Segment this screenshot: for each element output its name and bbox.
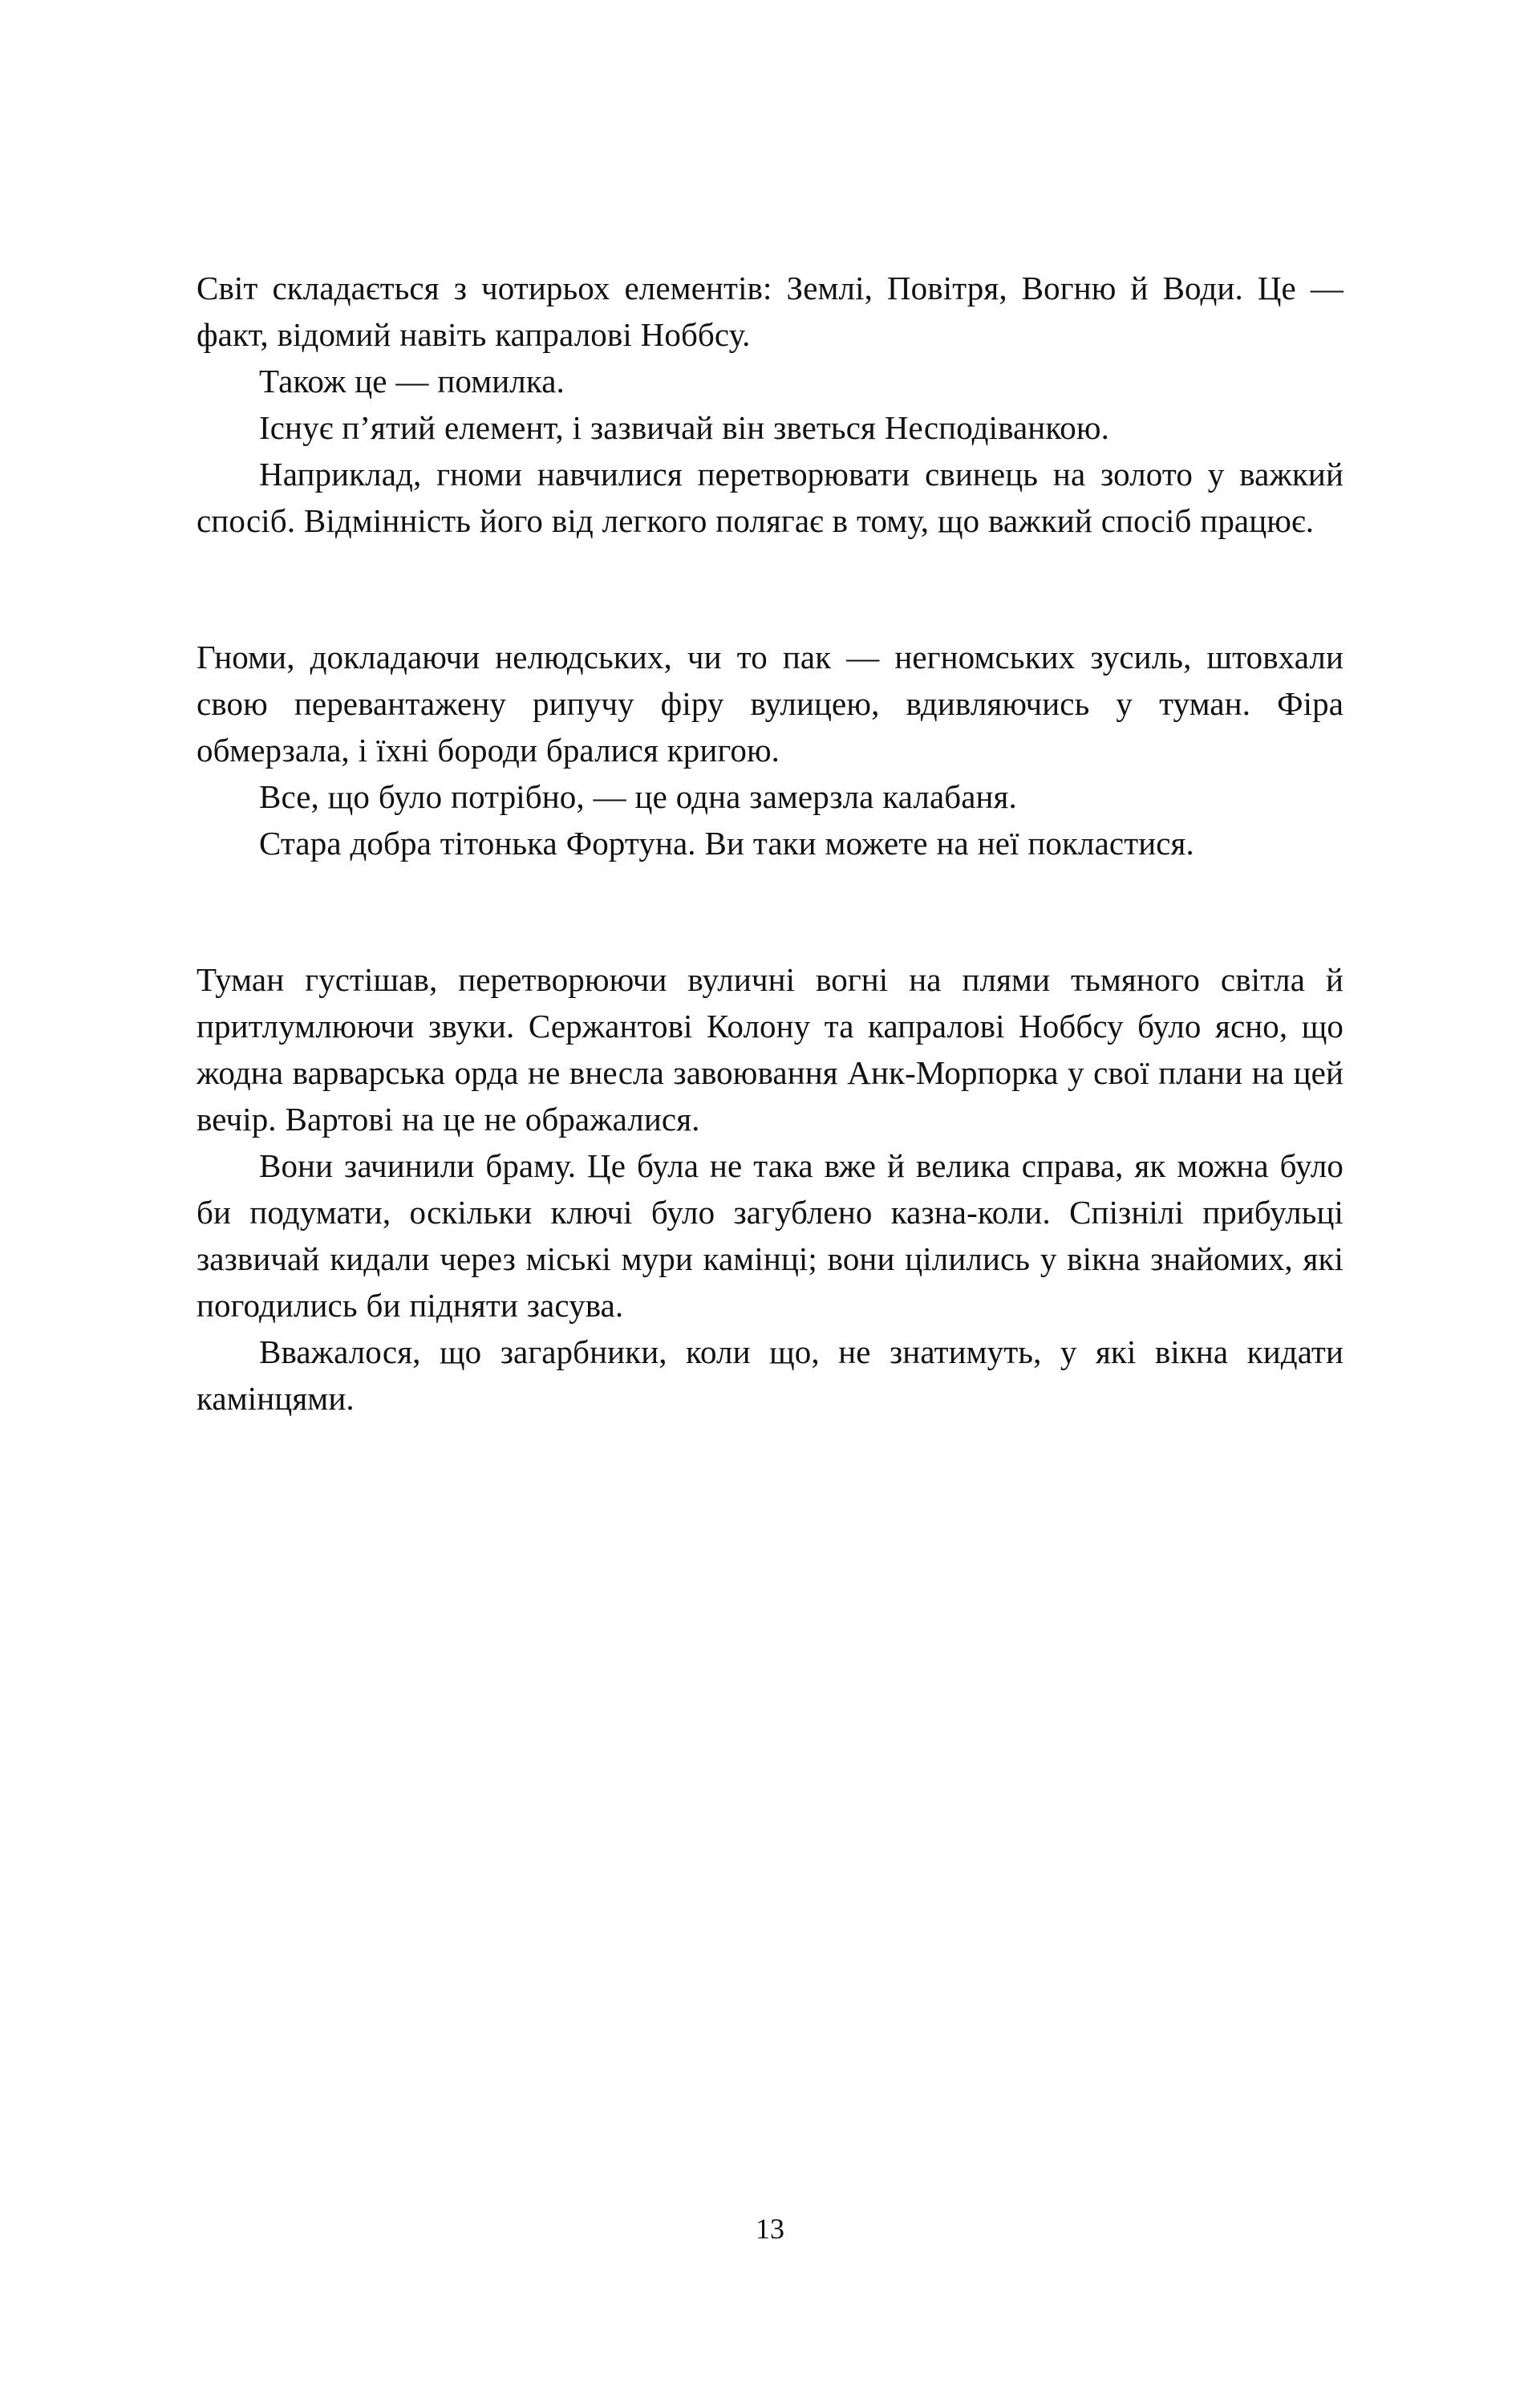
paragraph: Туман густішав, перетворюючи вуличні вогні на плями тьмяного світла й притлумлюючи звуки. Сержантові Колону та капралові Ноббсу було ясно, що жодна варварська орда не внесла завоювання Анк-Морпорка у свої плани на цей вечір. Вартові на це не ображалися. <box>197 961 1343 1138</box>
paragraph: Вважалося, що загарбники, коли що, не знатимуть, у які вікна кидати камінцями. <box>197 1333 1343 1417</box>
text-block-3 <box>197 956 1343 1422</box>
paragraph: Також це — помилка. <box>259 363 565 400</box>
text-column <box>197 265 1343 1422</box>
text-block-1 <box>197 265 1343 544</box>
paragraph: Стара добра тітонька Фортуна. Ви таки можете на неї покластися. <box>259 825 1194 862</box>
paragraph: Світ складається з чотирьох елементів: Землі, Повітря, Вогню й Води. Це — факт, відомий навіть капралові Ноббсу. <box>197 270 1343 353</box>
paragraph: Все, що було потрібно, — це одна замерзла калабаня. <box>259 778 1017 815</box>
text-block-2 <box>197 634 1343 866</box>
paragraph: Гноми, докладаючи нелюдських, чи то пак — негномських зусиль, штовхали свою перевантажену рипучу фіру вулицею, вдивляючись у туман. Фіра обмерзала, і їхні бороди бралися кригою. <box>197 639 1343 769</box>
paragraph: Наприклад, гноми навчилися перетворювати свинець на золото у важкий спосіб. Відмінність його від легкого полягає в тому, що важкий спосіб працює. <box>197 456 1343 539</box>
paragraph: Існує п’ятий елемент, і зазвичай він зветься Несподіванкою. <box>259 409 1109 446</box>
paragraph: Вони зачинили браму. Це була не така вже й велика справа, як можна було би подумати, оскільки ключі було загублено казна-коли. Спізнілі прибульці зазвичай кидали через міські мури камінці; вони цілились у вікна знайомих, які погодились би підняти засува. <box>197 1147 1343 1324</box>
page-number: 13 <box>756 2213 784 2245</box>
